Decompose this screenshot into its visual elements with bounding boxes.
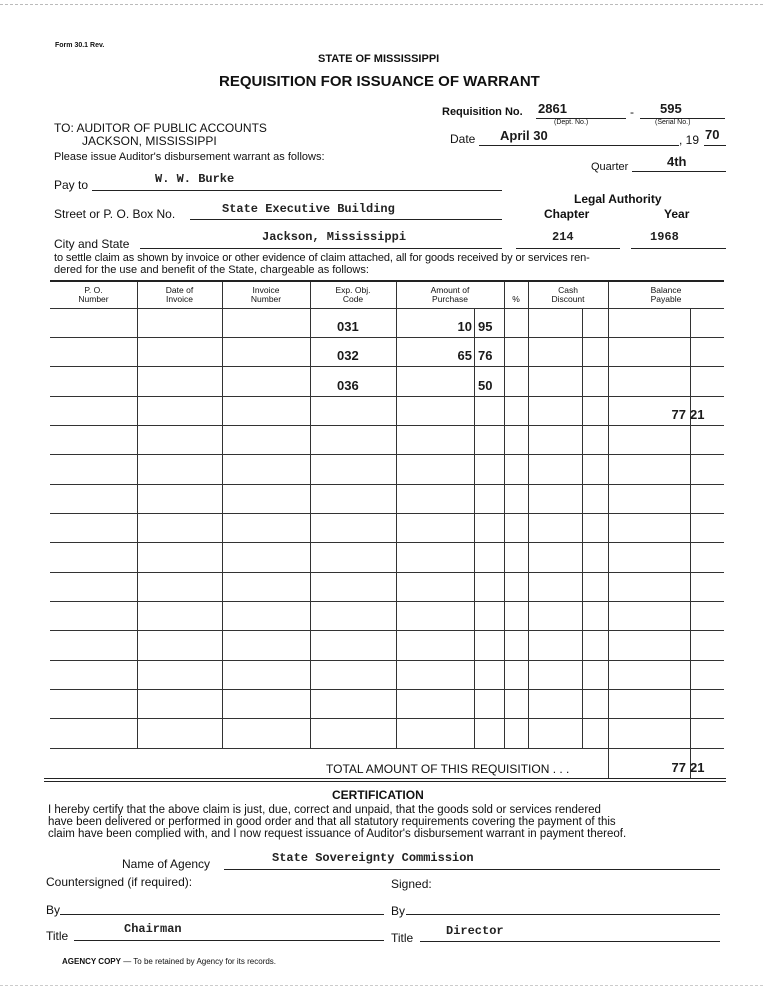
row-line-4: [50, 425, 724, 426]
chapter-line: [516, 248, 620, 249]
city-label: City and State: [54, 237, 130, 251]
to-line-3: Please issue Auditor's disbursement warrant as follows:: [54, 151, 325, 163]
total-double-line-2: [44, 781, 726, 782]
header-invoice: Invoice Number: [250, 285, 282, 304]
serial-no-value: 595: [660, 101, 682, 116]
dept-no-caption: (Dept. No.): [554, 119, 589, 126]
col-divider-2: [222, 282, 223, 748]
col-divider-1: [137, 282, 138, 748]
total-dollars: 77: [671, 760, 686, 775]
row-line-6: [50, 484, 724, 485]
row-line-12: [50, 660, 724, 661]
header-cash-discount: Cash Discount: [551, 285, 585, 304]
row-line-15: [50, 748, 724, 749]
by-line-left: [60, 914, 384, 915]
header-percent: %: [512, 294, 520, 304]
title-line-left: [74, 940, 384, 941]
row-line-5: [50, 454, 724, 455]
pay-to-value: W. W. Burke: [155, 172, 235, 186]
row-line-14: [50, 718, 724, 719]
date-value: April 30: [500, 128, 548, 143]
table-header-bottom: [50, 308, 724, 309]
year-value: 1968: [650, 230, 679, 244]
title-line-right: [420, 941, 720, 942]
certification-line-2: have been delivered or performed in good order and that all statutory requirements covering the payment of this: [48, 816, 616, 828]
countersigned-label: Countersigned (if required):: [46, 875, 193, 889]
certification-line-3: claim have been complied with, and I now request issuance of Auditor's disbursement warrant in payment thereof.: [48, 828, 627, 840]
quarter-line: [632, 171, 726, 172]
year-label: Year: [664, 207, 690, 221]
date-year-value: 70: [705, 127, 720, 142]
pay-to-line: [92, 190, 502, 191]
date-year-prefix: , 19: [679, 133, 700, 147]
serial-no-caption: (Serial No.): [655, 119, 691, 126]
state-title: STATE OF MISSISSIPPI: [318, 53, 440, 65]
street-label: Street or P. O. Box No.: [54, 207, 176, 221]
header-amount: Amount of Purchase: [430, 285, 470, 304]
to-line-2: JACKSON, MISSISSIPPI: [82, 134, 217, 148]
title-right-value: Director: [446, 924, 504, 938]
total-cents: 21: [690, 760, 705, 775]
city-value: Jackson, Mississippi: [262, 230, 407, 244]
header-balance: Balance Payable: [650, 285, 682, 304]
by-line-right: [406, 914, 720, 915]
scan-edge-top: [0, 4, 763, 5]
row-line-3: [50, 396, 724, 397]
col-divider-cents-1: [474, 308, 475, 748]
row-line-7: [50, 513, 724, 514]
requisition-dash: -: [630, 105, 634, 119]
row-1-cents: 95: [478, 319, 493, 334]
col-divider-5: [504, 282, 505, 748]
form-number: Form 30.1 Rev.: [55, 42, 105, 49]
row-3-code: 036: [337, 378, 359, 393]
col-divider-4: [396, 282, 397, 748]
date-year-line: [704, 145, 726, 146]
col-divider-cents-2: [582, 308, 583, 748]
agency-line: [224, 869, 720, 870]
scan-edge-bottom: [0, 985, 763, 986]
quarter-label: Quarter: [591, 161, 629, 173]
street-value: State Executive Building: [222, 202, 395, 216]
header-exp-code: Exp. Obj. Code: [335, 285, 371, 304]
title-label-left: Title: [46, 929, 69, 943]
settle-text-2: dered for the use and benefit of the State, chargeable as follows:: [54, 264, 369, 276]
signed-label: Signed:: [391, 877, 432, 891]
to-line-1: TO: AUDITOR OF PUBLIC ACCOUNTS: [54, 121, 267, 135]
title-label-right: Title: [391, 931, 414, 945]
row-line-2: [50, 366, 724, 367]
legal-authority-heading: Legal Authority: [574, 192, 662, 206]
title-left-value: Chairman: [124, 922, 182, 936]
total-double-line-1: [44, 778, 726, 779]
form-title: REQUISITION FOR ISSUANCE OF WARRANT: [219, 73, 540, 90]
row-line-1: [50, 337, 724, 338]
table-top-border: [50, 280, 724, 282]
date-line: [479, 145, 679, 146]
year-line: [631, 248, 726, 249]
pay-to-label: Pay to: [54, 178, 89, 192]
row-3-cents: 50: [478, 378, 493, 393]
certification-line-1: I hereby certify that the above claim is just, due, correct and unpaid, that the goods sold or services rendered: [48, 804, 601, 816]
row-2-cents: 76: [478, 348, 493, 363]
header-po: P. O. Number: [78, 285, 109, 304]
city-line: [140, 248, 502, 249]
row-1-code: 031: [337, 319, 359, 334]
row-line-13: [50, 689, 724, 690]
total-label: TOTAL AMOUNT OF THIS REQUISITION . . .: [326, 762, 570, 776]
chapter-label: Chapter: [544, 207, 590, 221]
footer-rest: — To be retained by Agency for its records.: [120, 957, 277, 966]
chapter-value: 214: [552, 230, 574, 244]
agency-value: State Sovereignty Commission: [272, 851, 474, 865]
by-label-right: By: [391, 904, 406, 918]
certification-heading: CERTIFICATION: [332, 788, 424, 802]
col-divider-7: [608, 282, 609, 778]
col-divider-3: [310, 282, 311, 748]
footer-bold: AGENCY COPY: [62, 957, 121, 966]
row-2-dollars: 65: [457, 348, 472, 363]
agency-label: Name of Agency: [122, 857, 211, 871]
row-2-code: 032: [337, 348, 359, 363]
settle-text-1: to settle claim as shown by invoice or other evidence of claim attached, all for goods received by or services ren-: [54, 252, 590, 264]
row-1-dollars: 10: [457, 319, 472, 334]
row-line-8: [50, 542, 724, 543]
header-date: Date of Invoice: [165, 285, 194, 304]
street-line: [190, 219, 502, 220]
balance-cents: 21: [690, 407, 705, 422]
date-label: Date: [450, 132, 476, 146]
by-label-left: By: [46, 903, 61, 917]
requisition-label: Requisition No.: [442, 106, 523, 118]
col-divider-cents-3: [690, 308, 691, 778]
row-line-10: [50, 601, 724, 602]
balance-dollars: 77: [671, 407, 686, 422]
col-divider-6: [528, 282, 529, 748]
row-line-11: [50, 630, 724, 631]
quarter-value: 4th: [667, 154, 687, 169]
footer-note: [62, 957, 276, 966]
row-line-9: [50, 572, 724, 573]
dept-no-value: 2861: [538, 101, 567, 116]
